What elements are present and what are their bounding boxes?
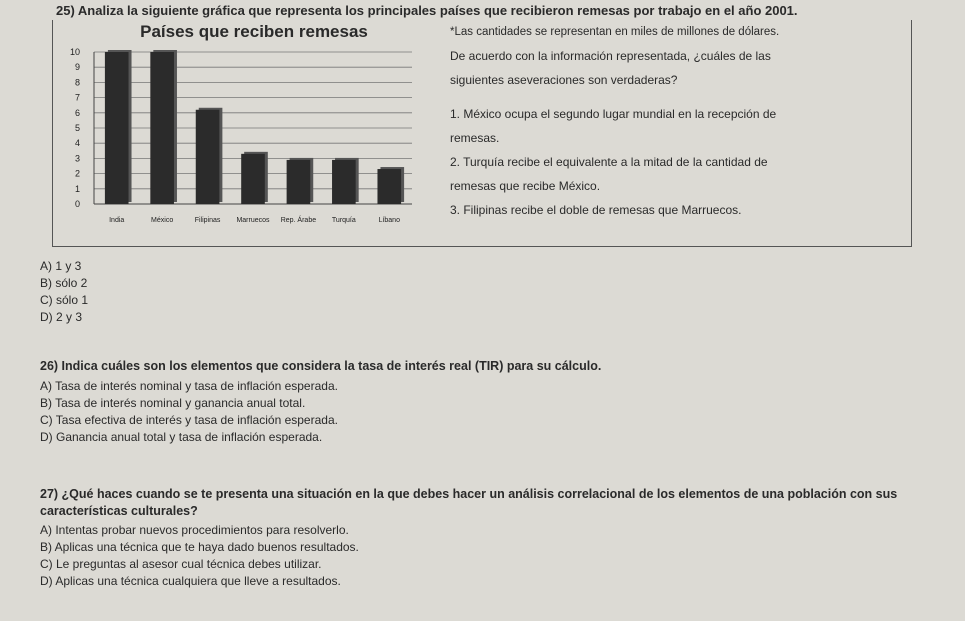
question-25-text bbox=[450, 20, 910, 222]
y-tick-label: 3 bbox=[74, 153, 80, 164]
answer-option-b[interactable]: B) Tasa de interés nominal y ganancia anual total. bbox=[40, 396, 306, 410]
y-tick-label: 1 bbox=[74, 183, 80, 194]
answer-option-b[interactable]: B) Aplicas una técnica que te haya dado buenos resultados. bbox=[40, 540, 359, 554]
x-tick-label: Filipinas bbox=[194, 217, 221, 224]
x-tick-label: México bbox=[151, 217, 174, 224]
y-tick-label: 10 bbox=[69, 47, 80, 57]
question-25-options bbox=[40, 258, 88, 326]
y-tick-label: 0 bbox=[74, 199, 80, 209]
statement-2-line-1: 2. Turquía recibe el equivalente a la mitad de la cantidad de bbox=[450, 155, 768, 169]
x-tick-label: Turquía bbox=[331, 217, 356, 224]
answer-option-d[interactable]: D) 2 y 3 bbox=[40, 310, 83, 324]
bar bbox=[332, 160, 356, 204]
chart-title: Países que reciben remesas bbox=[140, 22, 368, 41]
bar bbox=[196, 110, 220, 204]
answer-option-d[interactable]: D) Aplicas una técnica cualquiera que lleve a resultados. bbox=[40, 574, 341, 588]
remittance-bar-chart bbox=[52, 44, 422, 239]
question-27-title: 27) ¿Qué haces cuando se te presenta una situación en la que debes hacer un análisis correlacional de los elementos de una población con sus características culturales? bbox=[40, 487, 898, 518]
answer-option-c[interactable]: C) Tasa efectiva de interés y tasa de inflación esperada. bbox=[40, 413, 338, 427]
y-tick-label: 6 bbox=[74, 107, 80, 118]
answer-option-a[interactable]: A) 1 y 3 bbox=[40, 259, 82, 273]
question-26 bbox=[40, 358, 601, 446]
y-tick-label: 4 bbox=[74, 138, 80, 149]
statement-1-line-1: 1. México ocupa el segundo lugar mundial en la recepción de bbox=[450, 107, 777, 121]
statement-3: 3. Filipinas recibe el doble de remesas que Marruecos. bbox=[450, 203, 742, 217]
bar bbox=[150, 52, 174, 204]
y-tick-label: 7 bbox=[74, 92, 80, 103]
x-tick-label: Rep. Árabe bbox=[280, 217, 317, 224]
answer-option-d[interactable]: D) Ganancia anual total y tasa de inflación esperada. bbox=[40, 430, 323, 444]
x-tick-label: Marruecos bbox=[236, 217, 270, 224]
question-25-title: 25) Analiza la siguiente gráfica que representa los principales países que recibieron remesas por trabajo en el año 2001. bbox=[56, 3, 798, 18]
answer-option-a[interactable]: A) Intentas probar nuevos procedimientos para resolverlo. bbox=[40, 523, 349, 537]
y-tick-label: 8 bbox=[74, 77, 80, 88]
y-tick-label: 5 bbox=[74, 123, 80, 133]
answer-option-b[interactable]: B) sólo 2 bbox=[40, 276, 88, 290]
answer-option-c[interactable]: C) Le preguntas al asesor cual técnica debes utilizar. bbox=[40, 557, 322, 571]
y-tick-label: 2 bbox=[74, 168, 80, 179]
question-27 bbox=[40, 486, 940, 590]
bar bbox=[105, 52, 129, 204]
bar bbox=[377, 169, 401, 204]
x-tick-label: Líbano bbox=[378, 217, 400, 224]
x-tick-label: India bbox=[109, 217, 125, 224]
question-prompt-line-1: De acuerdo con la información representada, ¿cuáles de las bbox=[450, 49, 771, 63]
question-prompt-line-2: siguientes aseveraciones son verdaderas? bbox=[450, 73, 678, 87]
answer-option-a[interactable]: A) Tasa de interés nominal y tasa de inflación esperada. bbox=[40, 379, 338, 393]
statement-1-line-2: remesas. bbox=[450, 131, 500, 145]
question-26-title: 26) Indica cuáles son los elementos que considera la tasa de interés real (TIR) para su cálculo. bbox=[40, 359, 602, 373]
bar bbox=[241, 154, 265, 204]
units-note: *Las cantidades se representan en miles de millones de dólares. bbox=[450, 26, 780, 38]
y-tick-label: 9 bbox=[74, 62, 80, 73]
bar bbox=[287, 160, 311, 204]
statement-2-line-2: remesas que recibe México. bbox=[450, 179, 601, 193]
answer-option-c[interactable]: C) sólo 1 bbox=[40, 293, 89, 307]
